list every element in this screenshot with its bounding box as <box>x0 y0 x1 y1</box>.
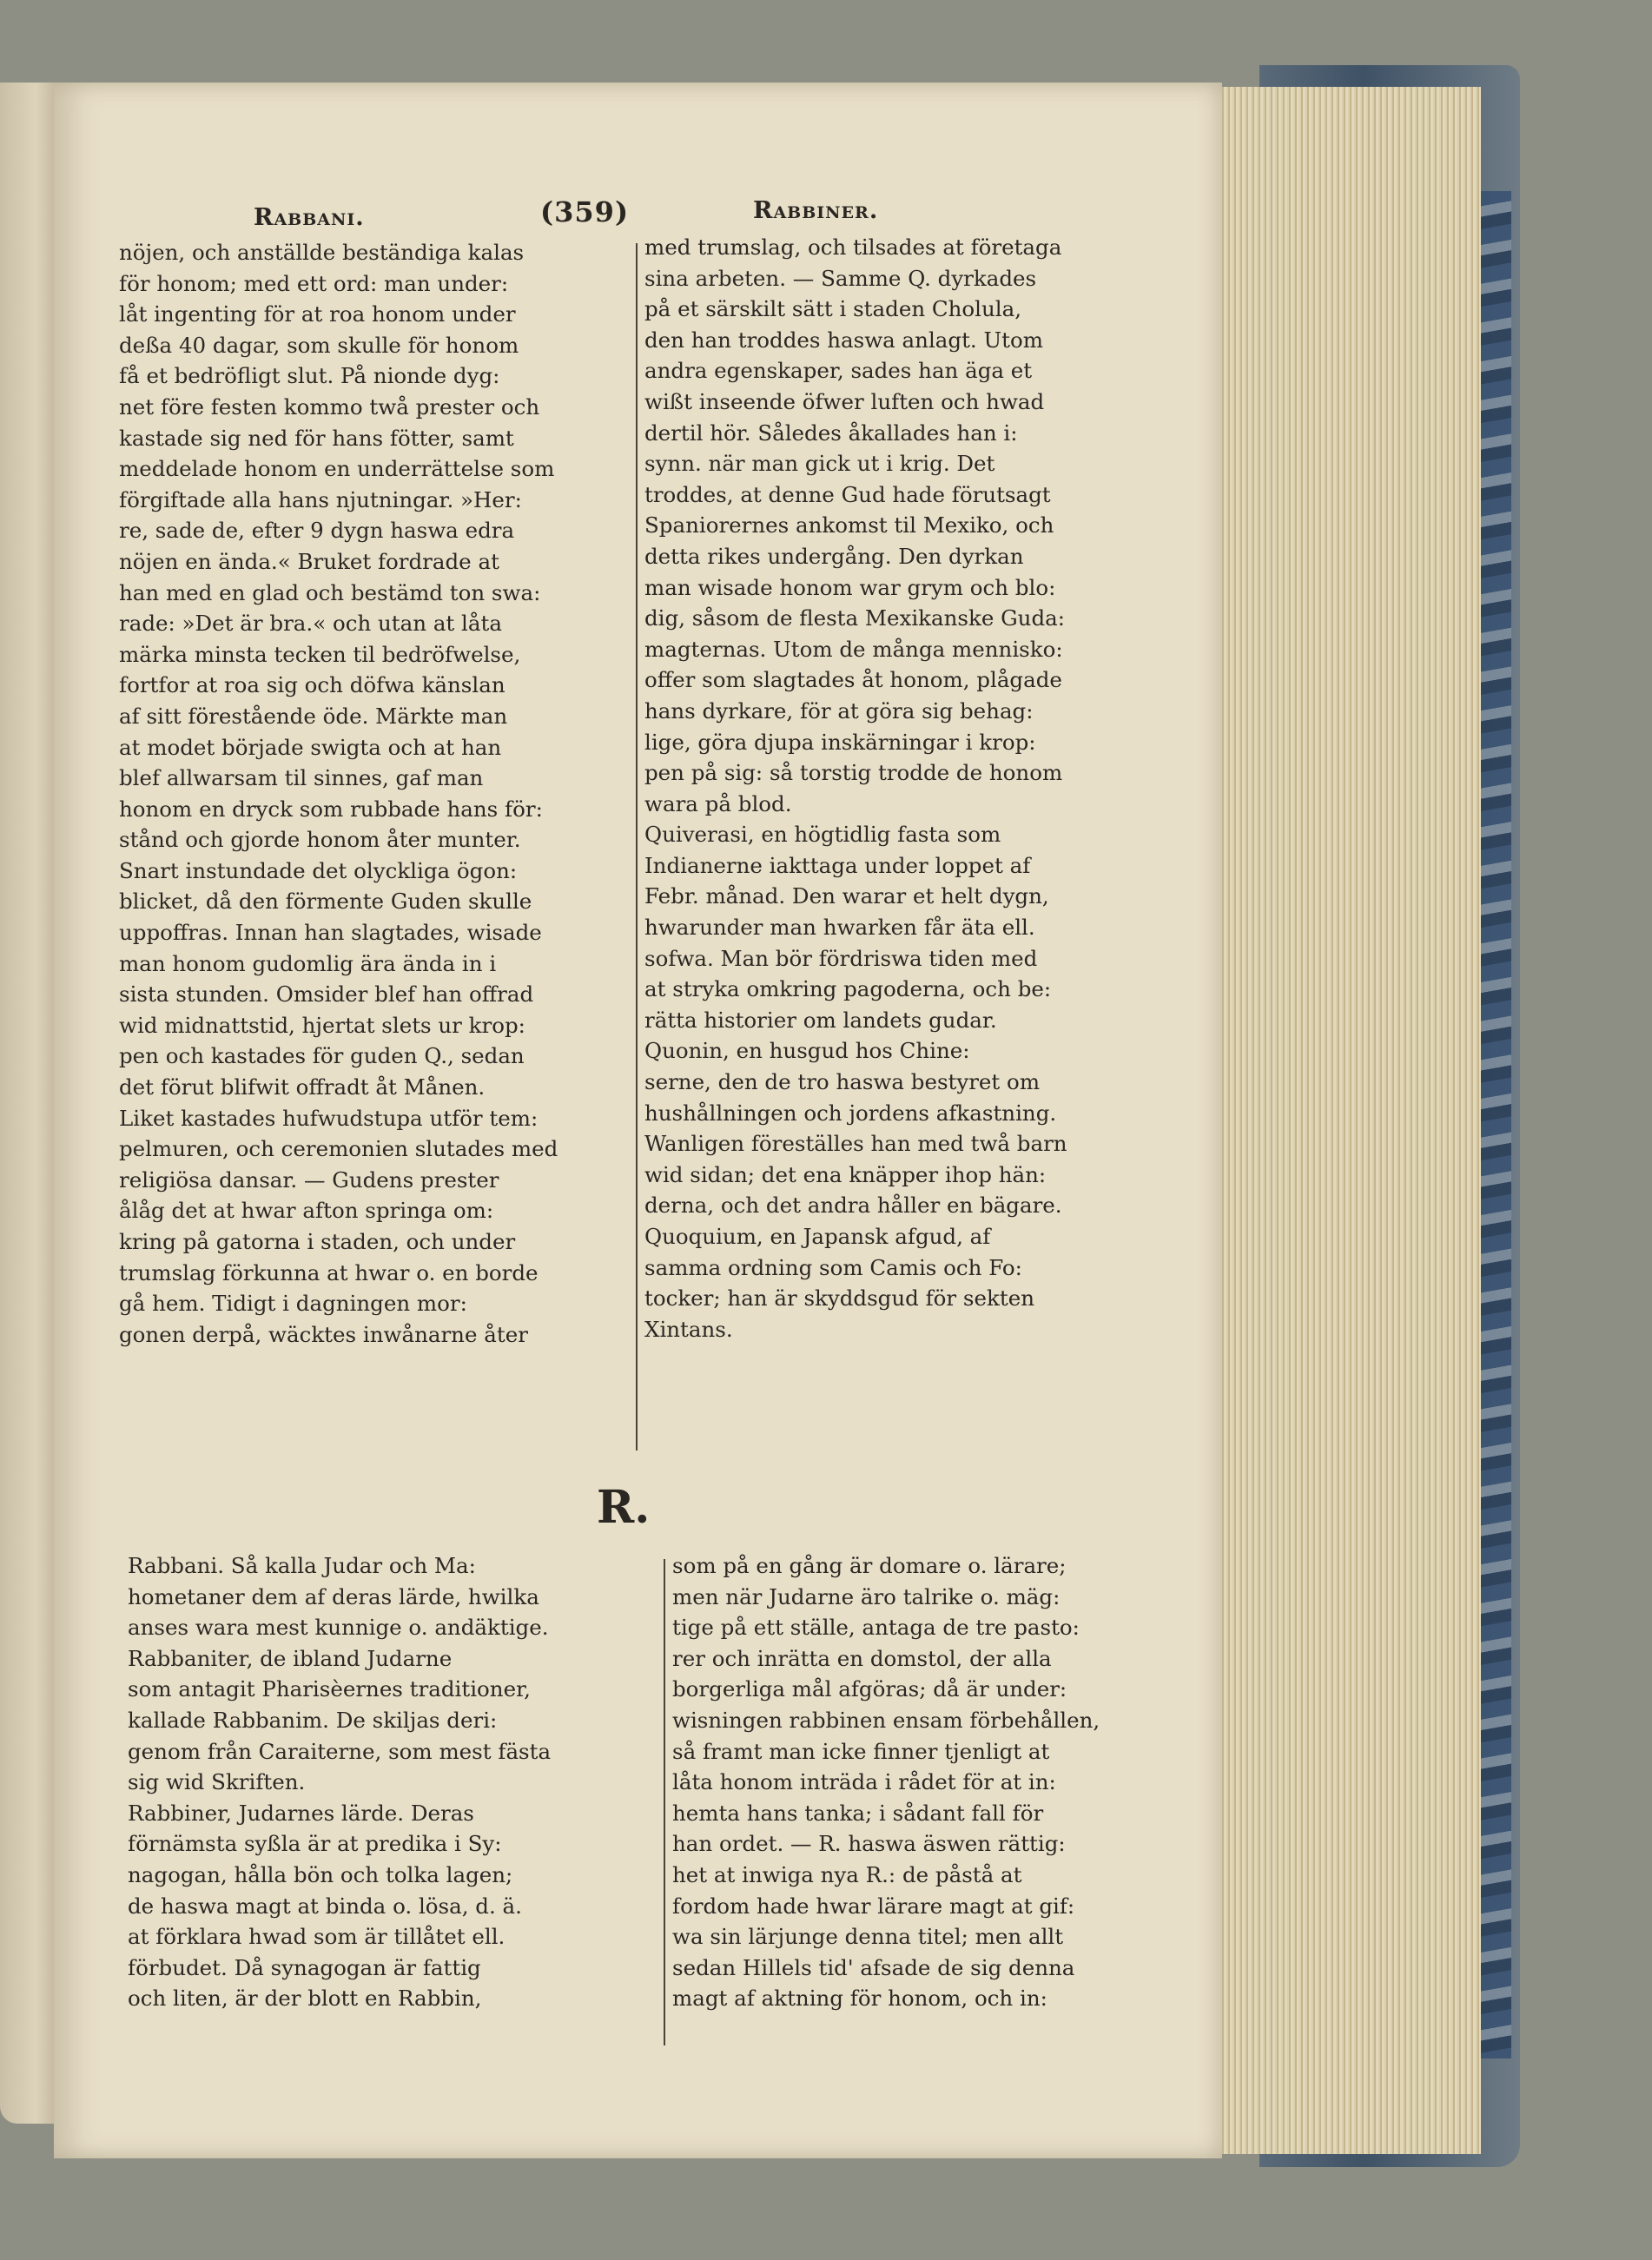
text-line: men när Judarne äro talrike o. mäg: <box>672 1583 1061 1609</box>
text-line: den han troddes haswa anlagt. Utom <box>644 327 1043 353</box>
text-line: Rabbiner, Judarnes lärde. Deras <box>128 1800 474 1826</box>
text-line: meddelade honom en underrättelse som <box>119 456 555 482</box>
text-line: fortfor at roa sig och döfwa känslan <box>119 672 506 698</box>
text-line: re, sade de, efter 9 dygn haswa edra <box>119 518 515 544</box>
top-left-column <box>119 237 631 1350</box>
text-line: synn. när man gick ut i krig. Det <box>644 451 995 477</box>
text-line: af sitt förestående öde. Märkte man <box>119 703 508 729</box>
text-line: hwarunder man hwarken får äta ell. <box>644 915 1035 941</box>
text-line: hometaner dem af deras lärde, hwilka <box>128 1583 539 1609</box>
text-line: de haswa magt at binda o. lösa, d. ä. <box>128 1893 522 1919</box>
text-line: Wanligen föreställes han med twå barn <box>644 1131 1067 1157</box>
section-letter: R. <box>597 1481 651 1534</box>
text-line: stånd och gjorde honom åter munter. <box>119 827 521 853</box>
text-line: sig wid Skriften. <box>128 1769 306 1795</box>
text-line: fordom hade hwar lärare magt at gif: <box>672 1893 1075 1919</box>
text-line: sedan Hillels tid' afsade de sig denna <box>672 1954 1075 1980</box>
text-line: trumslag förkunna at hwar o. en borde <box>119 1259 539 1285</box>
page-number: (359) <box>540 195 630 228</box>
text-line: offer som slagtades åt honom, plågade <box>644 667 1062 693</box>
text-line: derna, och det andra håller en bägare. <box>644 1193 1062 1219</box>
text-line: låt ingenting för at roa honom under <box>119 301 516 327</box>
text-line: het at inwiga nya R.: de påstå at <box>672 1861 1022 1887</box>
text-line: hemta hans tanka; i sådant fall för <box>672 1800 1044 1826</box>
text-line: för honom; med ett ord: man under: <box>119 270 509 296</box>
text-line: Xintans. <box>644 1316 733 1342</box>
text-line: pelmuren, och ceremonien slutades med <box>119 1136 558 1162</box>
text-line: förbudet. Då synagogan är fattig <box>128 1954 481 1980</box>
text-line: som på en gång är domare o. lärare; <box>672 1553 1067 1578</box>
text-line: serne, den de tro haswa bestyret om <box>644 1069 1041 1095</box>
running-head-right: Rabbiner. <box>753 197 879 224</box>
text-line: lige, göra djupa inskärningar i krop: <box>644 729 1036 755</box>
text-line: wid sidan; det ena knäpper ihop hän: <box>644 1161 1047 1187</box>
text-line: blicket, då den förmente Guden skulle <box>119 889 532 915</box>
text-line: samma ordning som Camis och Fo: <box>644 1254 1022 1280</box>
column-divider-top <box>636 243 638 1450</box>
text-line: kastade sig ned för hans fötter, samt <box>119 425 514 451</box>
text-line: honom en dryck som rubbade hans för: <box>119 796 543 822</box>
text-line: at förklara hwad som är tillåtet ell. <box>128 1924 506 1950</box>
text-line: få et bedröfligt slut. På nionde dyg: <box>119 363 500 389</box>
text-line: hushållningen och jordens afkastning. <box>644 1100 1057 1126</box>
text-line: Quonin, en husgud hos Chine: <box>644 1038 970 1064</box>
text-line: Spaniorernes ankomst til Mexiko, och <box>644 512 1054 539</box>
text-line: deßa 40 dagar, som skulle för honom <box>119 332 519 358</box>
page-leaves-stack <box>1220 87 1481 2154</box>
top-right-column <box>644 232 1157 1345</box>
text-line: man honom gudomlig ära ända in i <box>119 950 497 976</box>
text-line: som antagit Pharisèernes traditioner, <box>128 1676 531 1702</box>
text-line: tocker; han är skyddsgud för sekten <box>644 1285 1034 1312</box>
text-line: troddes, at denne Gud hade förutsagt <box>644 481 1051 507</box>
text-line: magt af aktning för honom, och in: <box>672 1986 1047 2012</box>
text-line: rer och inrätta en domstol, der alla <box>672 1645 1052 1671</box>
running-head-left: Rabbani. <box>254 204 365 231</box>
text-line: låta honom inträda i rådet för at in: <box>672 1769 1056 1795</box>
text-line: Indianerne iakttaga under loppet af <box>644 852 1031 878</box>
text-line: at modet började swigta och at han <box>119 734 502 760</box>
text-line: märka minsta tecken til bedröfwelse, <box>119 641 521 667</box>
text-line: pen och kastades för guden Q., sedan <box>119 1043 525 1069</box>
text-line: wid midnattstid, hjertat slets ur krop: <box>119 1012 525 1038</box>
text-line: Rabbani. Så kalla Judar och Ma: <box>128 1553 476 1578</box>
text-line: med trumslag, och tilsades at företaga <box>644 235 1062 260</box>
text-line: förgiftade alla hans njutningar. »Her: <box>119 486 522 512</box>
text-line: Quoquium, en Japansk afgud, af <box>644 1224 991 1249</box>
bottom-right-column <box>672 1550 1163 2014</box>
text-line: wa sin lärjunge denna titel; men allt <box>672 1924 1064 1950</box>
text-line: det förut blifwit offradt åt Månen. <box>119 1074 486 1100</box>
text-line: gå hem. Tidigt i dagningen mor: <box>119 1291 467 1317</box>
text-line: religiösa dansar. — Gudens prester <box>119 1166 499 1193</box>
text-line: wißt inseende öfwer luften och hwad <box>644 388 1045 414</box>
text-line: nöjen en ända.« Bruket fordrade at <box>119 548 499 574</box>
text-line: Snart instundade det olyckliga ögon: <box>119 857 518 883</box>
text-line: kring på gatorna i staden, och under <box>119 1229 516 1254</box>
text-line: gonen derpå, wäcktes inwånarne åter <box>119 1321 528 1347</box>
bottom-left-column <box>128 1550 649 2014</box>
text-line: uppoffras. Innan han slagtades, wisade <box>119 920 542 946</box>
text-line: han med en glad och bestämd ton swa: <box>119 579 541 605</box>
text-line: genom från Caraiterne, som mest fästa <box>128 1738 552 1764</box>
text-line: Febr. månad. Den warar et helt dygn, <box>644 883 1049 909</box>
text-line: nöjen, och anställde beständiga kalas <box>119 240 525 265</box>
text-line: kallade Rabbanim. De skiljas deri: <box>128 1707 498 1733</box>
text-line: net före festen kommo twå prester och <box>119 393 540 420</box>
text-line: pen på sig: så torstig trodde de honom <box>644 760 1063 786</box>
text-line: sofwa. Man bör fördriswa tiden med <box>644 945 1038 971</box>
text-line: och liten, är der blott en Rabbin, <box>128 1986 482 2012</box>
text-line: magternas. Utom de många mennisko: <box>644 636 1063 662</box>
text-line: wisningen rabbinen ensam förbehållen, <box>672 1707 1100 1733</box>
text-line: sina arbeten. — Samme Q. dyrkades <box>644 265 1037 291</box>
text-line: rätta historier om landets gudar. <box>644 1007 997 1033</box>
text-line: så framt man icke finner tjenligt at <box>672 1738 1050 1764</box>
text-line: Liket kastades hufwudstupa utför tem: <box>119 1105 539 1131</box>
text-line: dertil hör. Således åkallades han i: <box>644 420 1018 446</box>
text-line: andra egenskaper, sades han äga et <box>644 358 1033 384</box>
text-line: nagogan, hålla bön och tolka lagen; <box>128 1861 513 1887</box>
text-line: förnämsta syßla är at predika i Sy: <box>128 1831 502 1857</box>
text-line: man wisade honom war grym och blo: <box>644 574 1056 600</box>
text-line: hans dyrkare, för at göra sig behag: <box>644 697 1034 724</box>
text-line: Rabbaniter, de ibland Judarne <box>128 1645 453 1671</box>
text-line: sista stunden. Omsider blef han offrad <box>119 981 534 1008</box>
text-line: detta rikes undergång. Den dyrkan <box>644 543 1024 569</box>
text-line: anses wara mest kunnige o. andäktige. <box>128 1615 549 1641</box>
text-line: Quiverasi, en högtidlig fasta som <box>644 822 1001 848</box>
column-divider-bottom <box>664 1559 665 2045</box>
book-page <box>54 83 1222 2158</box>
marbled-cover-edge <box>1477 191 1511 2058</box>
text-line: han ordet. — R. haswa äswen rättig: <box>672 1831 1066 1857</box>
text-line: blef allwarsam til sinnes, gaf man <box>119 765 484 791</box>
text-line: på et särskilt sätt i staden Cholula, <box>644 296 1022 322</box>
text-line: tige på ett ställe, antaga de tre pasto: <box>672 1615 1080 1641</box>
text-line: borgerliga mål afgöras; då är under: <box>672 1676 1067 1702</box>
text-line: rade: »Det är bra.« och utan at låta <box>119 611 502 637</box>
text-line: wara på blod. <box>644 790 792 816</box>
text-line: ålåg det at hwar afton springa om: <box>119 1198 494 1224</box>
text-line: at stryka omkring pagoderna, och be: <box>644 976 1052 1002</box>
text-line: dig, såsom de flesta Mexikanske Guda: <box>644 605 1065 631</box>
